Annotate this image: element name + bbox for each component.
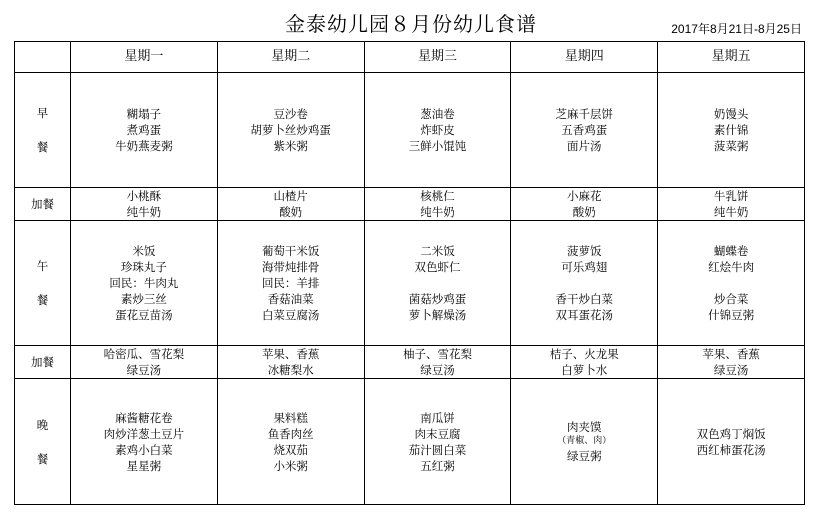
meal-label-breakfast [15, 73, 71, 188]
menu-item: 南瓜饼 [420, 410, 455, 425]
menu-item: 米饭 [132, 244, 156, 258]
menu-cell [364, 188, 511, 221]
menu-item: 麻酱糖花卷 [115, 410, 173, 425]
menu-cell [658, 73, 805, 188]
menu-item: 面片汤 [567, 139, 602, 153]
menu-item: 白萝卜水 [561, 363, 608, 377]
menu-cell [511, 379, 658, 505]
menu-item: 酸奶 [279, 205, 303, 219]
menu-item: 哈密瓜、雪花梨 [103, 347, 185, 361]
label-char: 午 [36, 259, 49, 273]
menu-item: 回民：羊排 [261, 276, 320, 290]
menu-item: 炒合菜 [713, 292, 749, 306]
menu-item: 香干炒白菜 [555, 292, 614, 306]
menu-item: 萝卜解燥汤 [408, 308, 467, 322]
menu-item: 芝麻千层饼 [555, 107, 614, 121]
menu-item: 豆沙卷 [273, 107, 308, 121]
menu-item: 小桃酥 [126, 189, 162, 203]
menu-item: 桔子、火龙果 [549, 347, 619, 361]
menu-item: 海带炖排骨 [261, 260, 320, 274]
menu-item: 酸奶 [572, 205, 596, 219]
menu-item: 小麻花 [567, 189, 602, 203]
corner-cell [15, 42, 71, 73]
menu-item: 纯牛奶 [420, 205, 455, 219]
menu-item: 五红粥 [420, 458, 455, 473]
line-gap [658, 275, 804, 291]
menu-item: 绿豆汤 [713, 363, 749, 377]
menu-item: 菠菜粥 [713, 139, 749, 153]
menu-item: 绿豆汤 [126, 363, 162, 377]
menu-item: 双色鸡丁焖饭 [696, 426, 766, 441]
row-lunch [15, 221, 805, 346]
menu-item: 葱油卷 [420, 107, 455, 121]
menu-item: 核桃仁 [420, 189, 455, 203]
day-header: 星期一 [71, 42, 218, 73]
row-snack2 [15, 346, 805, 379]
menu-item: 绿豆汤 [420, 363, 455, 377]
menu-item: 蛋花豆苗汤 [115, 308, 173, 322]
menu-item: 糊塌子 [126, 107, 162, 121]
menu-cell [71, 188, 218, 221]
menu-item: 茄汁圆白菜 [408, 442, 467, 457]
menu-item: 可乐鸡翅 [561, 260, 608, 274]
menu-item: 回民：牛肉丸 [109, 276, 179, 290]
meal-label-snack2: 加餐 [15, 346, 71, 379]
row-dinner [15, 379, 805, 505]
menu-item: 葡萄干米饭 [261, 244, 320, 258]
menu-item: 香菇油菜 [267, 292, 314, 306]
row-breakfast [15, 73, 805, 188]
menu-item: 双色虾仁 [414, 260, 461, 274]
day-header: 星期二 [217, 42, 364, 73]
menu-cell [658, 221, 805, 346]
header-row [15, 42, 805, 73]
menu-item: 白菜豆腐汤 [261, 308, 320, 322]
meal-label-snack1: 加餐 [15, 188, 71, 221]
menu-item: 肉夹馍 [567, 420, 602, 434]
label-char: 餐 [36, 140, 49, 154]
menu-item: 柚子、雪花梨 [402, 347, 472, 361]
menu-item: 菠萝饭 [567, 244, 602, 258]
menu-item: 素炒三丝 [120, 292, 167, 306]
menu-item: 蝴蝶卷 [713, 244, 749, 258]
menu-item: 煮鸡蛋 [126, 123, 162, 137]
label-char: 晚 [36, 417, 49, 432]
day-header: 星期四 [511, 42, 658, 73]
label-char: 餐 [36, 451, 49, 466]
page-title: 金泰幼儿园８月份幼儿食谱 [285, 12, 537, 36]
menu-item: 珍珠丸子 [120, 260, 167, 274]
menu-cell [511, 221, 658, 346]
menu-item: 什锦豆粥 [708, 308, 755, 322]
menu-cell [217, 379, 364, 505]
menu-cell [217, 73, 364, 188]
menu-item: 烧双茄 [273, 442, 308, 457]
menu-cell [71, 379, 218, 505]
menu-cell [658, 188, 805, 221]
date-range: 2017年8月21日-8月25日 [671, 22, 802, 36]
menu-item: 牛奶燕麦粥 [115, 139, 173, 153]
menu-cell [217, 188, 364, 221]
menu-cell [217, 221, 364, 346]
menu-cell [364, 346, 511, 379]
menu-item: 肉末豆腐 [414, 426, 461, 441]
menu-item: 星星粥 [126, 458, 162, 473]
menu-item: 山楂片 [273, 189, 308, 203]
menu-item: 三鲜小馄饨 [408, 139, 467, 153]
menu-item: 绿豆粥 [567, 449, 602, 463]
line-gap [365, 275, 511, 291]
menu-item: 苹果、香蕉 [702, 347, 760, 361]
menu-item: 肉炒洋葱土豆片 [103, 426, 185, 441]
menu-item: 纯牛奶 [126, 205, 162, 219]
menu-item: 冰糖梨水 [267, 363, 314, 377]
meal-label-lunch [15, 221, 71, 346]
menu-table [14, 41, 805, 505]
menu-cell [511, 346, 658, 379]
line-gap [511, 275, 657, 291]
menu-cell [71, 73, 218, 188]
menu-item: 素什锦 [713, 123, 749, 137]
menu-item: 胡萝卜丝炒鸡蛋 [250, 123, 331, 137]
menu-item: 纯牛奶 [713, 205, 749, 219]
menu-item: 苹果、香蕉 [261, 347, 320, 361]
menu-item: （青椒、肉） [557, 436, 612, 446]
menu-item: 西红柿蛋花汤 [696, 442, 766, 457]
menu-cell [364, 221, 511, 346]
menu-item: 鱼香肉丝 [267, 426, 314, 441]
menu-item: 菌菇炒鸡蛋 [408, 292, 467, 306]
menu-cell [511, 73, 658, 188]
menu-item: 五香鸡蛋 [561, 123, 608, 137]
menu-item: 牛乳饼 [713, 189, 749, 203]
menu-cell [71, 221, 218, 346]
menu-cell [511, 188, 658, 221]
menu-cell [658, 379, 805, 505]
menu-item: 二米饭 [420, 244, 455, 258]
meal-label-dinner [15, 379, 71, 505]
menu-item: 紫米粥 [273, 139, 308, 153]
label-char: 餐 [36, 293, 49, 307]
menu-item: 红烩牛肉 [708, 260, 755, 274]
menu-item: 果料糕 [273, 410, 308, 425]
menu-item: 双耳蛋花汤 [555, 308, 614, 322]
row-snack1 [15, 188, 805, 221]
menu-cell [364, 379, 511, 505]
menu-item: 奶馒头 [713, 107, 749, 121]
menu-item: 素鸡小白菜 [115, 442, 173, 457]
day-header: 星期五 [658, 42, 805, 73]
menu-cell [364, 73, 511, 188]
day-header: 星期三 [364, 42, 511, 73]
menu-cell [658, 346, 805, 379]
label-char: 早 [36, 106, 49, 120]
menu-item: 小米粥 [273, 458, 308, 473]
menu-cell [71, 346, 218, 379]
menu-cell [217, 346, 364, 379]
menu-item: 炸虾皮 [420, 123, 455, 137]
